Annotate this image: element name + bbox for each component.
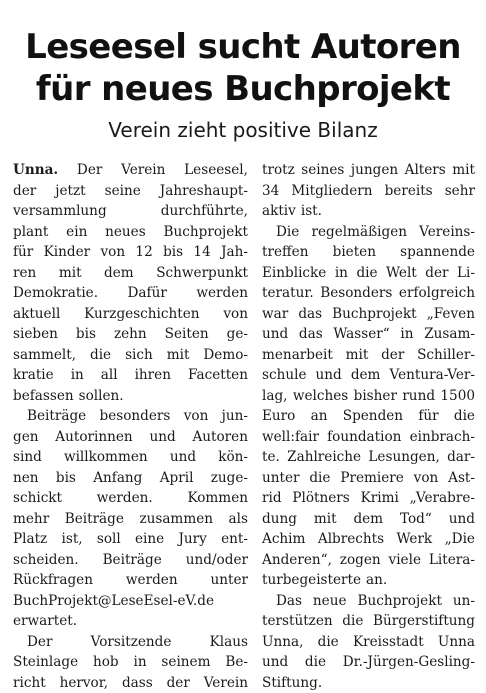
text-line: [262, 345, 475, 366]
word: ein: [66, 222, 87, 243]
word: aktiv: [262, 201, 296, 222]
word: werden.: [97, 488, 153, 509]
word: ist,: [62, 529, 83, 550]
word: an: [311, 406, 328, 427]
text-line: [262, 263, 475, 284]
text-line: [13, 160, 248, 181]
word: einbrach-: [410, 427, 475, 448]
word: Jahreshaupt-: [160, 181, 248, 202]
word: gen: [13, 427, 39, 448]
text-line: [262, 468, 475, 489]
word: erfolgreich: [399, 283, 475, 304]
word: Der: [27, 632, 52, 653]
word: Einblicke: [262, 263, 326, 284]
text-line: [13, 406, 248, 427]
word: Das: [276, 591, 302, 612]
text-line: [13, 304, 248, 325]
word: ge-: [227, 324, 248, 345]
word: 14: [193, 242, 210, 263]
word: die: [342, 611, 363, 632]
word: unter: [262, 468, 300, 489]
word: seines: [301, 160, 344, 181]
word: Klaus: [210, 632, 248, 653]
word: kön-: [218, 447, 248, 468]
text-line: [262, 652, 475, 673]
text-line: [13, 283, 248, 304]
word: Spenden: [343, 406, 403, 427]
word: Unna,: [262, 632, 303, 653]
word: Beiträge: [65, 509, 124, 530]
word: mit: [167, 345, 190, 366]
word: Buchprojekt: [332, 304, 416, 325]
headline-line-2: für neues Buchprojekt: [0, 68, 486, 110]
word: Facetten: [188, 365, 248, 386]
word: Leseesel,: [184, 160, 248, 181]
word: in: [133, 652, 146, 673]
word: Alters: [405, 160, 446, 181]
text-line: [262, 509, 475, 530]
article-column-right: [262, 160, 475, 693]
word: zehn: [114, 324, 147, 345]
text-line: [13, 345, 248, 366]
text-line: [13, 468, 248, 489]
word: Buchprojekt: [164, 222, 248, 243]
word: richt: [13, 673, 46, 693]
text-line: [13, 632, 248, 653]
word: die: [90, 345, 111, 366]
word: jun-: [222, 406, 248, 427]
text-line: [13, 652, 248, 673]
word: dar-: [447, 447, 475, 468]
word: lag,: [262, 386, 287, 407]
word: ent-: [221, 529, 248, 550]
word: Kinder: [44, 242, 91, 263]
word: dung: [262, 509, 297, 530]
word: Jah-: [221, 242, 248, 263]
word: versammlung: [13, 201, 107, 222]
word: trotz: [262, 160, 295, 181]
headline-line-1: Leseesel sucht Autoren: [0, 26, 486, 68]
word: Demokratie.: [13, 283, 98, 304]
word: jungen: [351, 160, 398, 181]
word: als: [229, 509, 248, 530]
word: seinem: [161, 652, 210, 673]
word: Dafür: [128, 283, 167, 304]
text-line: [262, 406, 475, 427]
text-line: [13, 181, 248, 202]
word: dem: [104, 263, 134, 284]
word: und: [449, 509, 475, 530]
text-line: [13, 263, 248, 284]
word: menarbeit: [262, 345, 333, 366]
word: Unna: [438, 632, 475, 653]
word: Rückfragen: [13, 570, 93, 591]
word: befassen: [13, 386, 74, 407]
word: die: [309, 468, 330, 489]
word: mit: [314, 509, 337, 530]
word: Be-: [225, 652, 248, 673]
text-line: [262, 611, 475, 632]
word: mit: [346, 345, 369, 366]
text-line: [13, 488, 248, 509]
word: in: [400, 324, 413, 345]
text-line: [13, 529, 248, 550]
word: und: [170, 447, 196, 468]
word: soll: [97, 529, 121, 550]
word: treffen: [262, 242, 308, 263]
word: Litera-: [429, 550, 475, 571]
word: spannende: [400, 242, 475, 263]
word: Zahlreiche: [287, 447, 361, 468]
word: Tod“: [400, 509, 432, 530]
word: 12: [135, 242, 152, 263]
word: 34: [262, 181, 279, 202]
word: willkommen: [64, 447, 148, 468]
word: regelmäßigen: [311, 222, 407, 243]
word: Autorinnen: [55, 427, 132, 448]
text-line: [262, 386, 475, 407]
word: zuge-: [211, 468, 248, 489]
word: und: [262, 324, 288, 345]
word: Albrechts: [318, 529, 384, 550]
word: dem: [353, 509, 383, 530]
text-line: [262, 529, 475, 550]
word: nen: [13, 468, 39, 489]
word: Welt: [386, 263, 417, 284]
word: und: [262, 652, 288, 673]
word: scheiden.: [13, 550, 79, 571]
word: Autoren: [192, 427, 248, 448]
text-line: [13, 386, 248, 407]
word: der: [425, 263, 448, 284]
word: teratur.: [262, 283, 314, 304]
word: all: [101, 365, 118, 386]
word: turbegeisterte: [262, 570, 361, 591]
word: Beiträge: [27, 406, 86, 427]
word: von: [184, 406, 209, 427]
word: neues: [105, 222, 146, 243]
word: erwartet.: [13, 611, 77, 632]
word: Werk: [397, 529, 433, 550]
word: unter: [210, 570, 248, 591]
word: Premiere: [340, 468, 404, 489]
word: BuchProjekt@LeseEsel-eV.de: [13, 591, 214, 612]
text-line: [262, 283, 475, 304]
word: in: [71, 365, 84, 386]
word: ren: [13, 263, 36, 284]
word: bieten: [333, 242, 376, 263]
word: dass: [122, 673, 153, 693]
text-line: [13, 242, 248, 263]
word: „Feven: [427, 304, 475, 325]
word: und: [316, 365, 342, 386]
text-line: [262, 550, 475, 571]
text-line: [262, 160, 475, 181]
word: Wasser“: [333, 324, 389, 345]
word: bis: [56, 468, 76, 489]
word: und: [149, 427, 175, 448]
text-line: [13, 591, 248, 612]
word: Mitgliedern: [291, 181, 372, 202]
word: Euro: [262, 406, 295, 427]
word: rund: [402, 386, 435, 407]
word: plant: [13, 222, 48, 243]
word: Lesungen,: [368, 447, 439, 468]
word: Vorsitzende: [91, 632, 172, 653]
word: Der: [77, 160, 102, 181]
word: Beiträge: [103, 550, 162, 571]
word: April: [160, 468, 194, 489]
word: schule: [262, 365, 307, 386]
word: sehr: [445, 181, 475, 202]
word: eine: [135, 529, 164, 550]
text-line: [13, 550, 248, 571]
text-line: [262, 447, 475, 468]
word: Platz: [13, 529, 47, 550]
word: bisher: [354, 386, 397, 407]
word: werden: [196, 283, 248, 304]
word: besonders: [100, 406, 171, 427]
word: viele: [389, 550, 421, 571]
word: Seiten: [165, 324, 209, 345]
word: rid: [262, 488, 282, 509]
word: die: [454, 406, 475, 427]
word: hob: [93, 652, 119, 673]
word: Schwerpunkt: [156, 263, 248, 284]
text-line: [13, 427, 248, 448]
word: und/oder: [186, 550, 248, 571]
text-line: [13, 611, 248, 632]
word: von: [223, 304, 248, 325]
word: un-: [453, 591, 475, 612]
word: bis: [163, 242, 183, 263]
article-column-left: [13, 160, 248, 693]
text-line: [13, 509, 248, 530]
word: bis: [76, 324, 96, 345]
word: Die: [276, 222, 299, 243]
text-line: [262, 222, 475, 243]
word: well:fair: [262, 427, 319, 448]
word: Ast-: [448, 468, 475, 489]
dateline: Unna.: [13, 160, 58, 181]
word: te.: [262, 447, 280, 468]
word: an.: [366, 570, 387, 591]
word: Anderen“,: [262, 550, 332, 571]
text-line: [13, 201, 248, 222]
word: Stiftung.: [262, 673, 322, 693]
word: zogen: [340, 550, 381, 571]
word: sammelt,: [13, 345, 76, 366]
word: die: [318, 632, 339, 653]
word: der: [167, 673, 190, 693]
word: Zusam-: [424, 324, 475, 345]
headline: [0, 26, 486, 110]
word: terstützen: [262, 611, 333, 632]
text-line: [262, 304, 475, 325]
text-line: [13, 222, 248, 243]
word: mit: [59, 263, 82, 284]
text-line: [262, 324, 475, 345]
word: Verein: [121, 160, 165, 181]
word: Schiller-: [417, 345, 475, 366]
word: werden: [126, 570, 178, 591]
word: zusammen: [139, 509, 213, 530]
word: ihren: [135, 365, 171, 386]
word: Bürgerstiftung: [373, 611, 475, 632]
word: dem: [351, 365, 381, 386]
word: die: [305, 652, 326, 673]
word: jetzt: [55, 181, 85, 202]
word: Kreisstadt: [353, 632, 424, 653]
word: mehr: [13, 509, 49, 530]
text-line: [13, 365, 248, 386]
word: Demo-: [203, 345, 248, 366]
text-line: [262, 488, 475, 509]
word: für: [418, 406, 438, 427]
text-line: [262, 365, 475, 386]
word: neue: [313, 591, 347, 612]
text-line: [262, 591, 475, 612]
word: foundation: [327, 427, 401, 448]
word: für: [13, 242, 33, 263]
word: sind: [13, 447, 42, 468]
word: der: [13, 181, 36, 202]
word: Kommen: [187, 488, 248, 509]
subheadline: Verein zieht positive Bilanz: [0, 118, 486, 142]
word: hervor,: [60, 673, 109, 693]
word: die: [356, 263, 377, 284]
word: Besonders: [320, 283, 392, 304]
text-line: [262, 181, 475, 202]
word: Ventura-Ver-: [390, 365, 476, 386]
word: war: [262, 304, 288, 325]
word: Kurzgeschichten: [84, 304, 199, 325]
word: von: [414, 468, 439, 489]
word: schickt: [13, 488, 62, 509]
word: mit: [452, 160, 475, 181]
word: das: [299, 324, 323, 345]
text-line: [13, 570, 248, 591]
word: Buchprojekt: [357, 591, 441, 612]
text-line: [13, 447, 248, 468]
word: sieben: [13, 324, 58, 345]
text-line: [262, 201, 475, 222]
word: aktuell: [13, 304, 60, 325]
word: sich: [125, 345, 153, 366]
word: Jury: [178, 529, 206, 550]
word: welches: [293, 386, 348, 407]
word: sollen.: [79, 386, 124, 407]
word: das: [298, 304, 322, 325]
word: Achim: [262, 529, 305, 550]
word: Steinlage: [13, 652, 78, 673]
word: Dr.-Jürgen-Gesling-: [343, 652, 475, 673]
word: von: [100, 242, 125, 263]
word: „Verabre-: [410, 488, 475, 509]
text-line: [262, 242, 475, 263]
word: Li-: [457, 263, 475, 284]
word: bereits: [385, 181, 433, 202]
text-line: [262, 427, 475, 448]
word: 1500: [440, 386, 475, 407]
word: Anfang: [93, 468, 142, 489]
word: in: [335, 263, 348, 284]
word: Verein: [204, 673, 248, 693]
text-line: [262, 632, 475, 653]
word: Krimi: [361, 488, 399, 509]
word: Vereins-: [419, 222, 475, 243]
word: Plötners: [292, 488, 349, 509]
word: seine: [105, 181, 141, 202]
word: ist.: [301, 201, 322, 222]
word: kratie: [13, 365, 54, 386]
word: durchführte,: [161, 201, 248, 222]
text-line: [13, 324, 248, 345]
text-line: [262, 570, 475, 591]
word: „Die: [445, 529, 475, 550]
word: der: [381, 345, 404, 366]
